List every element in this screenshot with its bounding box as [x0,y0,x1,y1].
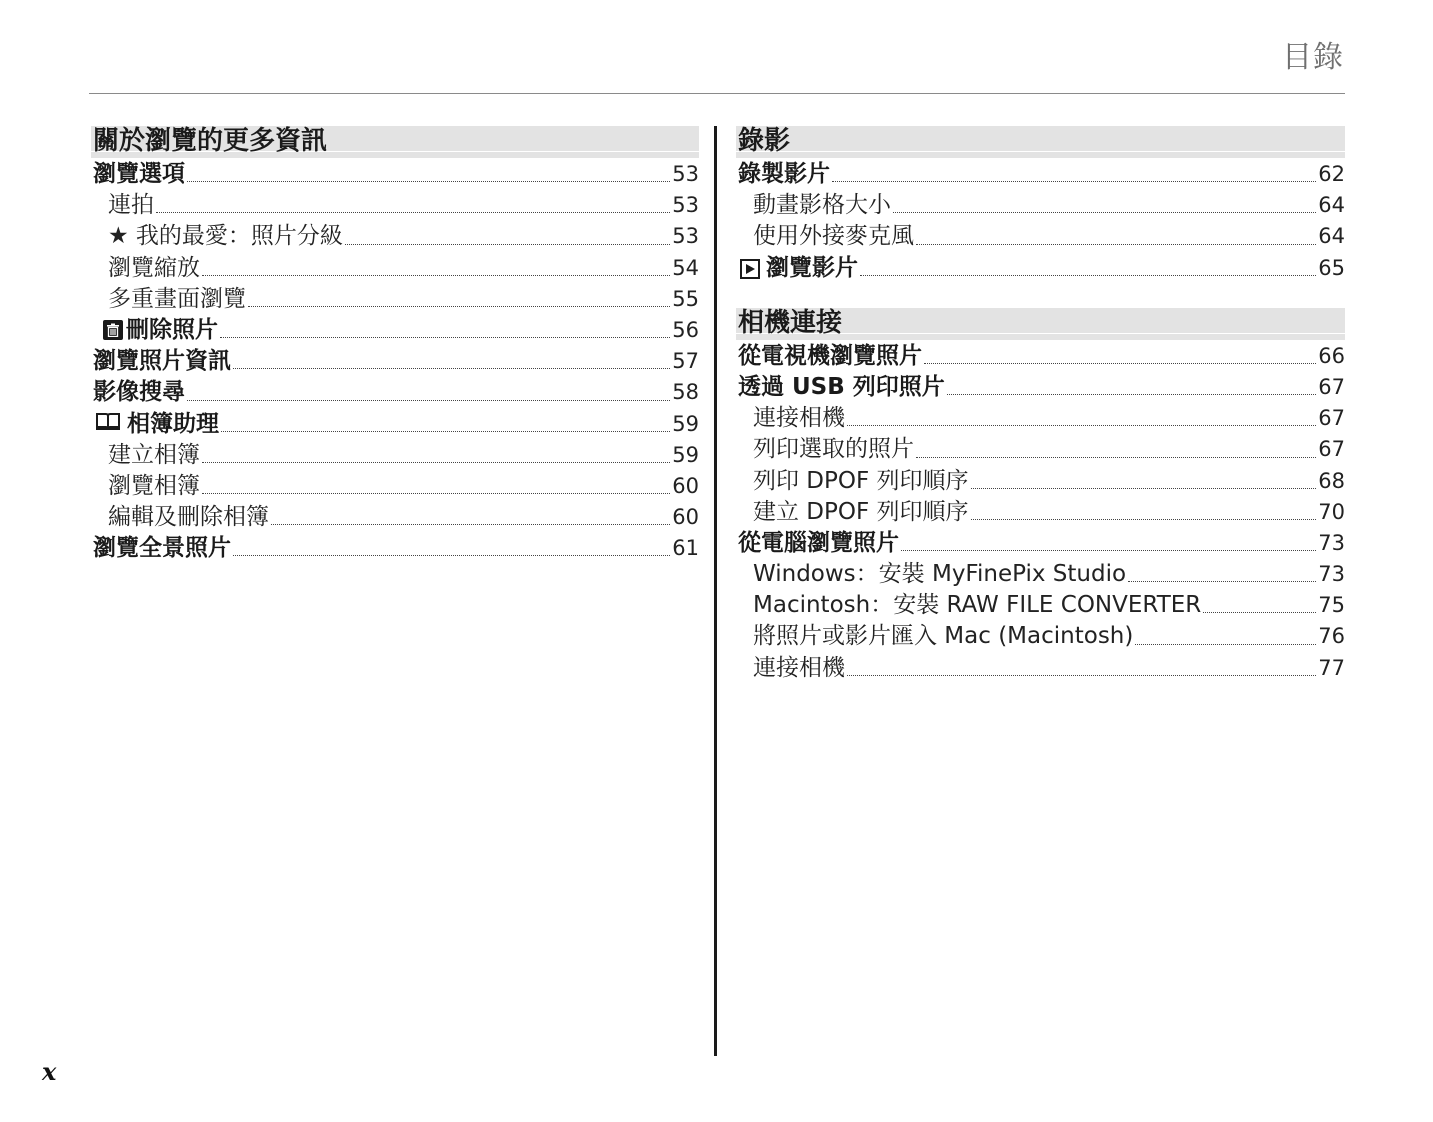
toc-entry-label: 使用外接麥克風 [753,223,914,250]
toc-entry[interactable] [91,284,699,315]
dot-leader [271,523,670,525]
dot-leader [202,461,670,463]
toc-entry[interactable] [736,497,1345,528]
toc-entry-page: 56 [672,317,699,342]
toc-section [736,124,1345,284]
toc-entry-page: 64 [1318,224,1345,249]
toc-entry[interactable] [736,372,1345,403]
dot-leader [248,305,670,307]
toc-entry-page: 59 [672,442,699,467]
toc-entry[interactable] [91,221,699,252]
toc-entry-page: 60 [672,505,699,530]
dot-leader [1135,643,1316,645]
dot-leader [220,336,670,338]
toc-entry-label: 動畫影格大小 [753,192,891,219]
toc-entry-page: 73 [1318,562,1345,587]
toc-entry-page: 75 [1318,593,1345,618]
toc-entry-page: 61 [672,536,699,561]
toc-entry[interactable] [736,341,1345,372]
toc-entry-page: 53 [672,162,699,186]
toc-entry[interactable] [91,377,699,408]
toc-entry-label: 將照片或影片匯入 Mac (Macintosh) [753,623,1134,650]
dot-leader [202,274,670,276]
toc-entry-label: ★ 我的最愛：照片分級 [108,223,343,250]
toc-entry-page: 67 [1318,406,1345,431]
toc-entry-page: 76 [1318,624,1345,649]
toc-entry-label: 瀏覽相簿 [108,472,200,499]
toc-entry-label: 建立 DPOF 列印順序 [753,498,969,525]
book-icon [95,411,121,431]
toc-entry-page: 57 [672,349,699,374]
toc-left-column [91,124,699,586]
toc-entry[interactable] [91,190,699,221]
toc-entry-label: Windows：安裝 MyFinePix Studio [753,561,1127,588]
toc-entry-page: 62 [1318,162,1345,186]
toc-entry-page: 54 [672,255,699,280]
dot-leader [1128,580,1316,582]
toc-entry-label: 連拍 [108,192,154,219]
dot-leader [345,243,670,245]
toc-entry-label: 瀏覽照片資訊 [93,348,231,375]
toc-entry-label: 從電視機瀏覽照片 [738,342,922,369]
page-title: 目錄 [1282,40,1344,75]
dot-leader [847,424,1316,426]
toc-entry-page: 59 [672,411,699,436]
dot-leader [893,211,1316,213]
toc-entry-page: 64 [1318,193,1345,218]
dot-leader [916,243,1316,245]
toc-entry-label: 錄製影片 [738,161,830,187]
toc-entry[interactable] [736,434,1345,465]
toc-entry-label: 多重畫面瀏覽 [108,285,246,312]
toc-entry-label: 透過 USB 列印照片 [738,373,945,400]
toc-entry[interactable] [91,440,699,471]
toc-entry-page: 60 [672,473,699,498]
toc-entry-label: 編輯及刪除相簿 [108,504,269,531]
dot-leader [156,211,670,213]
toc-entry-label: Macintosh：安裝 RAW FILE CONVERTER [753,592,1202,619]
toc-entry-label: 刪除照片 [126,316,218,343]
dot-leader [901,549,1316,551]
dot-leader [971,487,1317,489]
toc-entry-label: 從電腦瀏覽照片 [738,529,899,556]
toc-entry-label: 列印選取的照片 [753,436,914,463]
toc-entry[interactable] [736,190,1345,221]
toc-section [736,306,1345,684]
dot-leader [971,518,1317,520]
toc-entry[interactable] [91,315,699,346]
dot-leader [221,430,670,432]
toc-entry[interactable] [736,466,1345,497]
toc-entry[interactable] [736,559,1345,590]
toc-entry[interactable] [736,653,1345,684]
toc-entry[interactable] [736,621,1345,652]
dot-leader [860,274,1316,276]
section-heading [91,124,699,159]
toc-entry[interactable] [736,221,1345,252]
toc-entry[interactable] [91,533,699,564]
toc-entry-page: 67 [1318,437,1345,462]
toc-entry[interactable] [736,159,1345,190]
toc-entry-page: 70 [1318,499,1345,524]
toc-entry-label: 瀏覽縮放 [108,254,200,281]
dot-leader [233,554,670,556]
section-heading [736,124,1345,159]
section-title: 錄影 [738,126,791,156]
section-title: 相機連接 [738,307,843,338]
toc-entry[interactable] [91,346,699,377]
toc-entry[interactable] [91,159,699,190]
toc-entry-label: 列印 DPOF 列印順序 [753,467,969,494]
toc-entry-page: 65 [1318,255,1345,280]
dot-leader [233,367,670,369]
dot-leader [187,399,670,401]
toc-entry[interactable] [91,409,699,440]
toc-entry-page: 55 [672,286,699,311]
toc-entry[interactable] [91,502,699,533]
toc-entry[interactable] [736,590,1345,621]
toc-entry-page: 58 [672,380,699,405]
toc-entry-page: 73 [1318,530,1345,555]
toc-entry-page: 53 [672,193,699,218]
toc-entry-page: 53 [672,224,699,249]
trash-icon [103,320,123,340]
toc-entry-page: 68 [1318,468,1345,493]
dot-leader [947,393,1316,395]
toc-entry-label: 連接相機 [753,654,845,681]
toc-entry[interactable] [91,471,699,502]
section-title: 關於瀏覽的更多資訊 [93,126,328,156]
header-rule [89,93,1345,94]
toc-entry[interactable] [736,403,1345,434]
toc-entry[interactable] [736,253,1345,284]
dot-leader [187,180,670,182]
toc-entry-label: 影像搜尋 [93,379,185,406]
dot-leader [202,492,670,494]
toc-entry-label: 瀏覽選項 [93,161,185,187]
page-number: x [42,1057,57,1086]
play-icon [740,259,760,279]
toc-right-column [736,124,1345,706]
toc-entry-label: 瀏覽全景照片 [93,535,231,562]
toc-entry-label: 瀏覽影片 [766,254,858,281]
section-heading [736,306,1345,341]
dot-leader [924,362,1316,364]
toc-entry-page: 67 [1318,374,1345,399]
dot-leader [847,674,1316,676]
toc-entry-label: 連接相機 [753,405,845,432]
toc-entry-label: 相簿助理 [127,410,219,437]
toc-section [91,124,699,564]
toc-entry[interactable] [736,528,1345,559]
toc-entry-label: 建立相簿 [108,441,200,468]
toc-entry[interactable] [91,253,699,284]
dot-leader [916,456,1316,458]
toc-entry-page: 77 [1318,655,1345,680]
dot-leader [1203,611,1316,613]
toc-entry-page: 66 [1318,343,1345,368]
dot-leader [832,180,1316,182]
column-divider [714,126,717,1056]
